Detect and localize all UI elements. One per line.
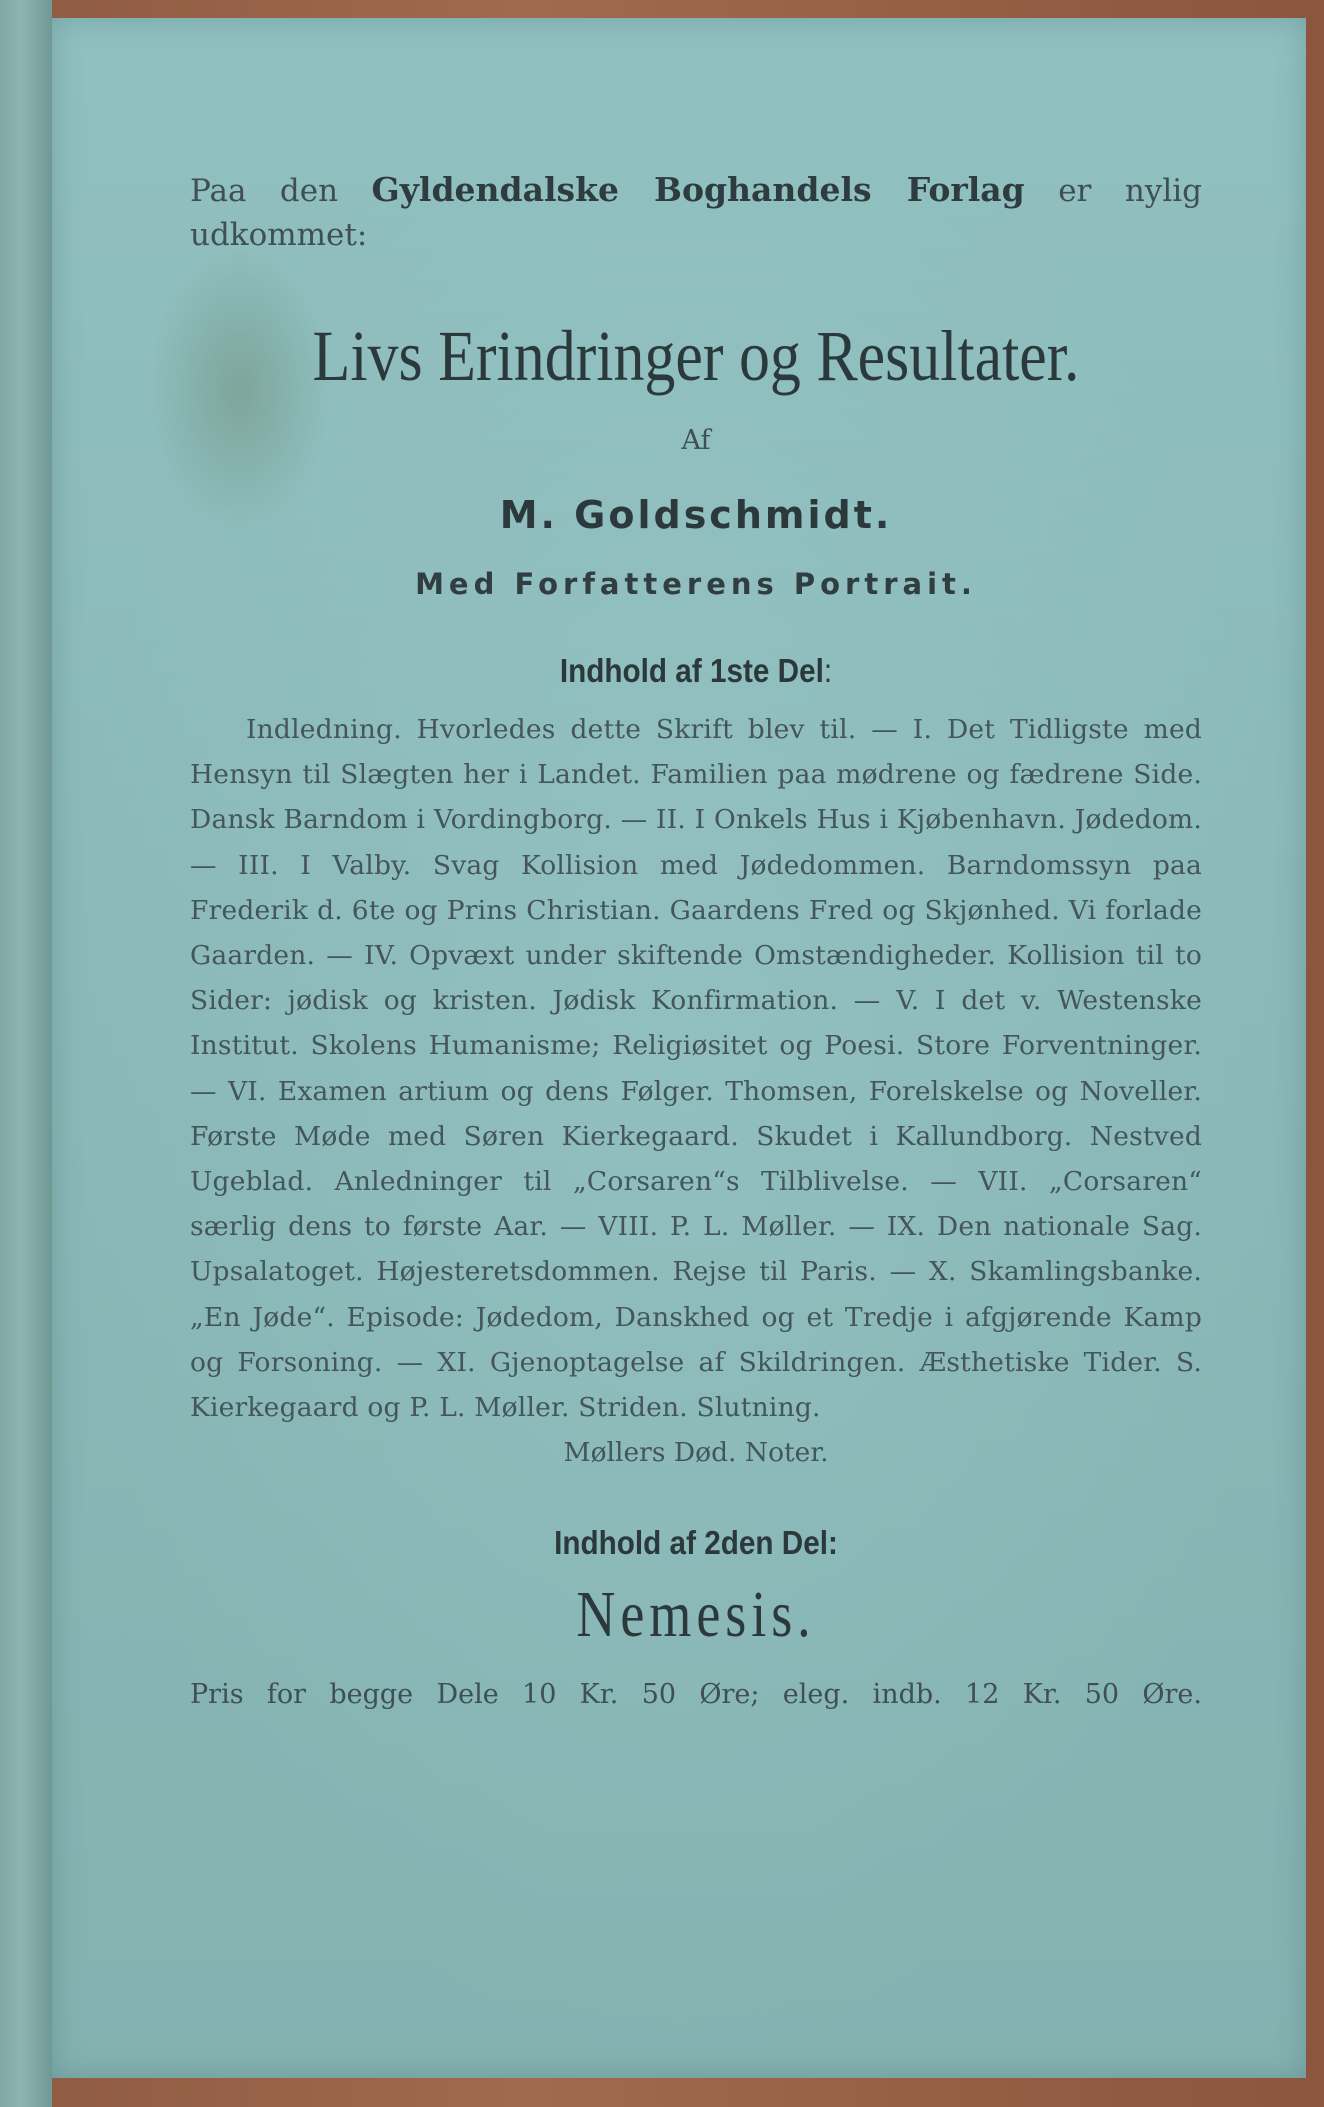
advertisement-page [52,18,1306,2078]
part2-title: Nemesis. [576,1578,816,1652]
part1-contents-end: Møllers Død. Noter. [563,1437,829,1469]
part2-heading-colon: : [828,1524,838,1562]
part1-heading-colon: : [823,652,833,689]
part1-contents: Indledning. Hvorledes dette Skrift blev til. — I. Det Tidligste med Hensyn til Slægten her i Landet. Familien paa mødrene og fædrene Side. Dansk Barndom i Vordingborg. — II. I Onkels Hus i Kjøbenhavn. Jødedom. — III. I Valby. Svag Kollision med Jødedommen. Barndomssyn paa Frederik d. 6te og Prins Christian. Gaardens Fred og Skjønhed. Vi forlade Gaarden. — IV. Opvæxt under skiftende Omstændigheder. Kollision til to Sider: jødisk og kristen. Jødisk Konfirmation. — V. I det v. Westenske Institut. Skolens Humanisme; Religiøsitet og Poesi. Store Forventninger. — VI. Examen artium og dens Følger. Thomsen, Forelskelse og Noveller. Første Møde med Søren Kierkegaard. Skudet i Kallundborg. Nestved Ugeblad. Anledninger til „Corsaren“s Tilblivelse. — VII. „Corsaren“ særlig dens to første Aar. — VIII. P. L. Møller. — IX. Den nationale Sag. Upsalatoget. Højesteretsdommen. Rejse til Paris. — X. Skamlingsbanke. „En Jøde“. Episode: Jødedom, Danskhed og et Tredje i afgjørende Kamp og Forsoning. — XI. Gjenoptagelse af Skildringen. Æsthetiske Tider. S. Kierkegaard og P. L. Møller. Striden. Slutning. [190,714,1202,1424]
portrait-note: Med Forfatterens Portrait. [415,567,977,601]
publisher-name: Gyldendalske Boghandels Forlag [371,170,1025,209]
part2-heading-text: Indhold af 2den Del [554,1524,829,1562]
author-name: M. Goldschmidt. [499,493,893,537]
intro-text [190,168,1202,257]
intro-after: er nylig udkommet: [190,173,1202,253]
page-content [190,168,1202,1715]
part1-heading [241,651,1152,691]
by-label: Af [681,425,711,456]
intro-before: Paa den [190,173,372,209]
price-line: Pris for begge Dele 10 Kr. 50 Øre; eleg. indb. 12 Kr. 50 Øre. [190,1679,1202,1711]
part1-heading-text: Indhold af 1ste Del [559,652,824,689]
page-edge [0,0,52,2107]
part2-heading [241,1523,1152,1563]
book-title: Livs Erindringer og Resultater. [312,316,1080,396]
